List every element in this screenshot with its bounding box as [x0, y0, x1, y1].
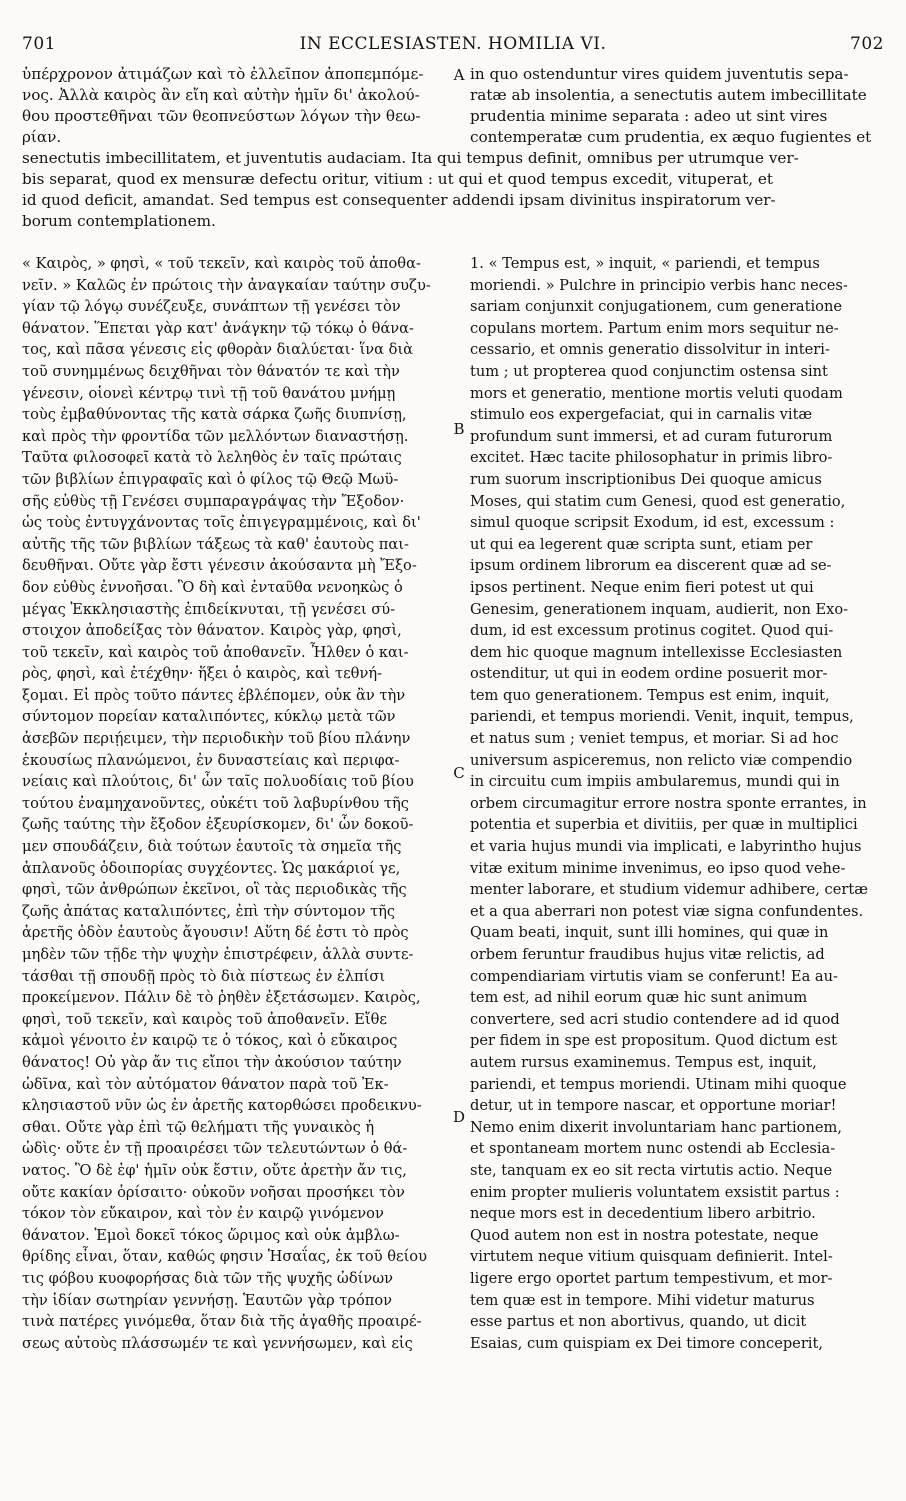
- text-line: ratæ ab insolentia, a senectutis autem imbecillitate: [470, 86, 867, 104]
- text-line: σεως αὐτοὺς πλάσσωμέν τε καὶ γεννήσωμεν, καὶ εἰς: [22, 1334, 413, 1352]
- text-line: σύντομον πορείαν καταλιπόντες, κύκλῳ μετὰ τῶν: [22, 708, 396, 726]
- text-line: θάνατον. Ἕπεται γὰρ κατ' ἀνάγκην τῷ τόκῳ ὁ θάνα-: [22, 319, 414, 337]
- text-line: ζωῆς ἀπάτας καταλιπόντες, ἐπὶ τὴν σύντομον τῆς: [22, 902, 396, 920]
- text-line: compendiariam virtutis viam se conferunt! Ea au-: [470, 967, 838, 985]
- text-line: τόκον τὸν εὔκαιρον, καὶ τὸν ἐν καιρῷ γινόμενον: [22, 1205, 384, 1223]
- page-header: [22, 34, 884, 60]
- text-line: pariendi, et tempus moriendi. Utinam mihi quoque: [470, 1075, 847, 1093]
- text-line: potentia et superbia et divitiis, per quæ in multiplici: [470, 816, 858, 834]
- text-line: ἀσεβῶν περιῄειμεν, τὴν περιοδικὴν τοῦ βίου πλάνην: [22, 730, 411, 748]
- text-line: cessario, et omnis generatio dissolvitur in interi-: [470, 341, 830, 359]
- text-line: φησὶ, τοῦ τεκεῖν, καὶ καιρὸς τοῦ ἀποθανεῖν. Εἴθε: [22, 1010, 387, 1028]
- text-line: κἀμοὶ γένοιτο ἐν καιρῷ τε ὁ τόκος, καὶ ὁ εὔκαιρος: [22, 1032, 398, 1050]
- latin-full-width-paragraph: [22, 148, 884, 232]
- margin-marker-a: A: [453, 66, 465, 84]
- text-line: Quam beati, inquit, sunt illi homines, qui quæ in: [470, 924, 829, 942]
- text-line: ζωῆς ταύτης τὴν ἔξοδον ἐξευρίσκομεν, δι' ὧν δοκοῦ-: [22, 816, 414, 834]
- text-line: τὴν ἰδίαν σωτηρίαν γεννήσῃ. Ἑαυτῶν γὰρ τρόπον: [22, 1291, 392, 1309]
- margin-marker-d: D: [452, 1108, 466, 1126]
- text-line: vitæ exitum minime invenimus, eo ipso quod vehe-: [470, 859, 846, 877]
- text-line: moriendi. » Pulchre in principio verbis hanc neces-: [470, 276, 848, 294]
- text-line: νεῖν. » Καλῶς ἐν πρώτοις τὴν ἀναγκαίαν ταύτην συζυ-: [22, 276, 431, 294]
- text-line: 1. « Tempus est, » inquit, « pariendi, et tempus: [470, 255, 820, 272]
- text-line: Quod autem non est in nostra potestate, neque: [470, 1226, 819, 1244]
- text-line: orbem circumagitur errore nostra sponte errantes, in: [470, 794, 867, 812]
- text-line: ρὸς, φησὶ, καὶ ἐτέχθην· ἥξει ὁ καιρὸς, καὶ τεθνή-: [22, 665, 383, 683]
- text-line: ἀπλανοῦς ὁδοιπορίας συγχέοντες. Ὡς μακάριοί γε,: [22, 859, 401, 877]
- text-line: νείαις καὶ πλούτοις, δι' ὧν ταῖς πολυοδίαις τοῦ βίου: [22, 773, 414, 791]
- running-title: IN ECCLESIASTEN. HOMILIA VI.: [299, 34, 607, 54]
- text-line: in quo ostenduntur vires quidem juventutis sepa-: [470, 65, 849, 83]
- text-line: « Καιρὸς, » φησὶ, « τοῦ τεκεῖν, καὶ καιρὸς τοῦ ἀποθα-: [22, 255, 421, 272]
- text-line: κλησιαστοῦ νῦν ὡς ἐν ἀρετῆς κατορθώσει προδεικνυ-: [22, 1097, 422, 1115]
- text-line: αὐτῆς τῆς τῶν βιβλίων τάξεως τὰ καθ' ἑαυτοὺς παι-: [22, 535, 409, 553]
- text-line: νος. Ἀλλὰ καιρὸς ἂν εἴη καὶ αὐτὴν ἡμῖν δι' ἀκολού-: [22, 86, 420, 104]
- latin-column-main: [470, 253, 884, 1354]
- text-line: pariendi, et tempus moriendi. Venit, inquit, tempus,: [470, 708, 854, 726]
- text-line: ligere ergo oportet partum tempestivum, et mor-: [470, 1269, 833, 1287]
- text-line: ipsum ordinem librorum ea discerent quæ ad se-: [470, 557, 832, 575]
- text-line: dem hic quoque magnum intellexisse Ecclesiasten: [470, 643, 843, 661]
- text-line: ρίαν.: [22, 128, 62, 146]
- text-line: borum contemplationem.: [22, 212, 216, 230]
- text-line: excitet. Hæc tacite philosophatur in primis libro-: [470, 449, 833, 467]
- text-line: tem quo generationem. Tempus est enim, inquit,: [470, 686, 830, 704]
- page-number-right: 702: [850, 34, 884, 54]
- text-line: tem quæ est in tempore. Mihi videtur maturus: [470, 1291, 815, 1309]
- text-line: dum, id est excessum protinus cogitet. Quod qui-: [470, 622, 834, 640]
- text-line: autem rursus examinemus. Tempus est, inquit,: [470, 1053, 817, 1071]
- text-line: virtutem neque vitium quisquam definierit. Intel-: [470, 1248, 833, 1266]
- text-line: profundum sunt immersi, et ad curam futurorum: [470, 427, 833, 445]
- text-line: καὶ πρὸς τὴν φροντίδα τῶν μελλόντων διαναστήσῃ.: [22, 427, 409, 445]
- text-line: τινὰ πατέρες γινόμεθα, ὅταν διὰ τῆς ἀγαθῆς προαιρέ-: [22, 1313, 422, 1331]
- text-line: et a qua aberrari non potest viæ signa confundentes.: [470, 902, 864, 920]
- text-line: orbem feruntur fraudibus hujus vitæ relictis, ad: [470, 946, 825, 963]
- text-line: ut qui ea legerent quæ scripta sunt, etiam per: [470, 535, 813, 553]
- text-line: et spontaneam mortem nunc ostendi ab Ecclesia-: [470, 1140, 836, 1158]
- text-line: in circuitu cum impiis ambularemus, mundi qui in: [470, 773, 840, 791]
- text-line: esse partus et non abortivus, quando, ut dicit: [470, 1313, 807, 1331]
- text-line: per fidem in spe est propositum. Quod dictum est: [470, 1032, 838, 1050]
- text-line: universum aspiceremus, non relicto viæ compendio: [470, 751, 853, 769]
- latin-column-top: [470, 64, 884, 148]
- text-line: τις φόβου κυοφορήσας διὰ τῶν τῆς ψυχῆς ὠδίνων: [22, 1269, 393, 1287]
- text-line: bis separat, quod ex mensuræ defectu oritur, vitium : ut qui et quod tempus excedit, vituperat, et: [22, 170, 774, 188]
- text-line: Genesim, generationem inquam, audierit, non Exo-: [470, 600, 849, 618]
- text-line: Esaias, cum quispiam ex Dei timore conceperit,: [470, 1334, 823, 1352]
- text-line: θρίδης εἶναι, ὅταν, καθώς φησιν Ἡσαΐας, ἐκ τοῦ θείου: [22, 1248, 427, 1266]
- text-line: ἀρετῆς ὁδὸν ἑαυτοὺς ἄγουσιν! Αὕτη δέ ἐστι τὸ πρὸς: [22, 924, 409, 942]
- text-line: ipsos pertinent. Neque enim fieri potest ut qui: [470, 578, 814, 596]
- text-line: senectutis imbecillitatem, et juventutis audaciam. Ita qui tempus definit, omnibus per utrumque ver-: [22, 149, 799, 167]
- text-line: σῆς εὐθὺς τῇ Γενέσει συμπαραγράψας τὴν Ἔξοδον·: [22, 492, 405, 510]
- margin-marker-b: B: [453, 420, 465, 438]
- margin-marker-c: C: [453, 764, 465, 782]
- text-line: νατος. Ὃ δὲ ἐφ' ἡμῖν οὐκ ἔστιν, οὔτε ἀρετὴν ἄν τις,: [22, 1161, 407, 1179]
- text-line: θου προστεθῆναι τῶν θεοπνεύστων λόγων τὴν θεω-: [22, 107, 421, 125]
- text-line: tum ; ut propterea quod conjunctim ostensa sint: [470, 362, 828, 380]
- text-line: menter laborare, et studium videmur adhibere, certæ: [470, 881, 868, 899]
- page-number-left: 701: [22, 34, 56, 54]
- text-line: τούτου ἐναμηχανοῦντες, οὐκέτι τοῦ λαβυρίνθου τῆς: [22, 794, 409, 812]
- text-line: στοιχον ἀποδείξας τὸν θάνατον. Καιρὸς γὰρ, φησὶ,: [22, 622, 402, 640]
- text-line: prudentia minime separata : adeo ut sint vires: [470, 107, 828, 125]
- text-line: τοῦ συνημμένως δειχθῆναι τὸν θάνατόν τε καὶ τὴν: [22, 362, 400, 380]
- text-line: convertere, sed acri studio contendere ad id quod: [470, 1010, 840, 1028]
- text-line: γένεσιν, οἱονεὶ κέντρῳ τινὶ τῇ τοῦ θανάτου μνήμῃ: [22, 384, 396, 402]
- text-line: τοῦ τεκεῖν, καὶ καιρὸς τοῦ ἀποθανεῖν. Ἦλθεν ὁ και-: [22, 643, 409, 661]
- text-line: ὡς τοὺς ἐντυγχάνοντας τοῖς ἐπιγεγραμμένοις, καὶ δι': [22, 514, 421, 532]
- text-line: enim propter mulieris voluntatem exsistit partus :: [470, 1183, 840, 1201]
- text-line: stimulo eos expergefaciat, qui in carnalis vitæ: [470, 406, 813, 424]
- text-line: τος, καὶ πᾶσα γένεσις εἰς φθορὰν διαλύεται· ἵνα διὰ: [22, 341, 414, 359]
- text-line: ὑπέρχρονον ἀτιμάζων καὶ τὸ ἐλλεῖπον ἀποπεμπόμε-: [22, 65, 424, 83]
- text-line: rum suorum inscriptionibus Dei quoque amicus: [470, 470, 822, 488]
- text-line: μηδὲν τῶν τῇδε τὴν ψυχὴν ἐπιστρέφειν, ἀλλὰ συντε-: [22, 946, 414, 963]
- text-line: Moses, qui statim cum Genesi, quod est generatio,: [470, 492, 846, 510]
- text-line: ὠδῖνα, καὶ τὸν αὐτόματον θάνατον παρὰ τοῦ Ἐκ-: [22, 1075, 389, 1093]
- text-line: θάνατος! Οὐ γὰρ ἄν τις εἴποι τὴν ἀκούσιον ταύτην: [22, 1053, 402, 1071]
- text-line: προκείμενον. Πάλιν δὲ τὸ ῥηθὲν ἐξετάσωμεν. Καιρὸς,: [22, 989, 421, 1007]
- text-line: τοὺς ἐμβαθύνοντας τῆς κατὰ σάρκα ζωῆς διυπνίσῃ,: [22, 406, 407, 424]
- text-line: σθαι. Οὔτε γὰρ ἐπὶ τῷ θελήματι τῆς γυναικὸς ἡ: [22, 1118, 375, 1136]
- text-line: et natus sum ; veniet tempus, et moriar. Si ad hoc: [470, 730, 839, 748]
- text-line: Ταῦτα φιλοσοφεῖ κατὰ τὸ λεληθὸς ἐν ταῖς πρώταις: [22, 449, 402, 467]
- text-line: detur, ut in tempore nascar, et opportune moriar!: [470, 1097, 837, 1115]
- text-line: θάνατον. Ἐμοὶ δοκεῖ τόκος ὥριμος καὶ οὐκ ἀμβλω-: [22, 1226, 400, 1244]
- text-line: Nemo enim dixerit involuntariam hanc partionem,: [470, 1118, 842, 1136]
- text-line: ostenditur, ut qui in eodem ordine posuerit mor-: [470, 665, 828, 683]
- text-line: ste, tanquam ex eo sit recta virtutis actio. Neque: [470, 1161, 833, 1179]
- text-line: δον εὐθὺς ἐννοῆσαι. Ὃ δὴ καὶ ἐνταῦθα νενοηκὼς ὁ: [22, 578, 403, 596]
- text-line: ἑκουσίως πλανώμενοι, ἐν δυναστείαις καὶ περιφα-: [22, 751, 400, 769]
- text-line: δευθῆναι. Οὔτε γὰρ ἔστι γένεσιν ἀκούσαντα μὴ Ἔξο-: [22, 557, 417, 575]
- text-line: id quod deficit, amandat. Sed tempus est consequenter addendi ipsam divinitus inspiratorum ver-: [22, 191, 776, 209]
- greek-column-main: [22, 253, 446, 1354]
- text-line: contemperatæ cum prudentia, ex æquo fugientes et: [470, 128, 872, 146]
- text-line: sariam conjunxit conjugationem, cum generatione: [470, 298, 842, 316]
- text-line: τάσθαι τῇ σπουδῇ πρὸς τὸ διὰ πίστεως ἐν ἐλπίσι: [22, 967, 386, 985]
- text-line: simul quoque scripsit Exodum, id est, excessum :: [470, 514, 835, 532]
- text-line: neque mors est in decedentium libero arbitrio.: [470, 1205, 816, 1223]
- text-line: ὠδὶς· οὔτε ἐν τῇ προαιρέσει τῶν τελευτώντων ὁ θά-: [22, 1140, 408, 1158]
- text-line: φησὶ, τῶν ἀνθρώπων ἐκεῖνοι, οἳ τὰς περιοδικὰς τῆς: [22, 881, 407, 899]
- text-line: μέγας Ἐκκλησιαστὴς ἐπιδείκνυται, τῇ γενέσει σύ-: [22, 600, 396, 618]
- text-line: tem est, ad nihil eorum quæ hic sunt animum: [470, 989, 808, 1007]
- text-line: τῶν βιβλίων ἐπιγραφαῖς καὶ ὁ φίλος τῷ Θεῷ Μωϋ-: [22, 470, 399, 488]
- text-line: mors et generatio, mentione mortis veluti quodam: [470, 384, 843, 402]
- greek-column-top: [22, 64, 446, 148]
- text-line: οὔτε κακίαν ὁρίσαιτο· οὐκοῦν νοῆσαι προσήκει τὸν: [22, 1183, 405, 1201]
- text-line: μεν σπουδάζειν, διὰ τούτων ἑαυτοῖς τὰ σημεῖα τῆς: [22, 838, 402, 856]
- text-line: copulans mortem. Partum enim mors sequitur ne-: [470, 319, 839, 337]
- text-line: ξομαι. Εἰ πρὸς τοῦτο πάντες ἐβλέπομεν, οὐκ ἂν τὴν: [22, 686, 406, 704]
- text-line: et varia hujus mundi via implicati, e labyrintho hujus: [470, 838, 862, 856]
- text-line: γίαν τῷ λόγῳ συνέζευξε, συνάπτων τῇ γενέσει τὸν: [22, 298, 401, 316]
